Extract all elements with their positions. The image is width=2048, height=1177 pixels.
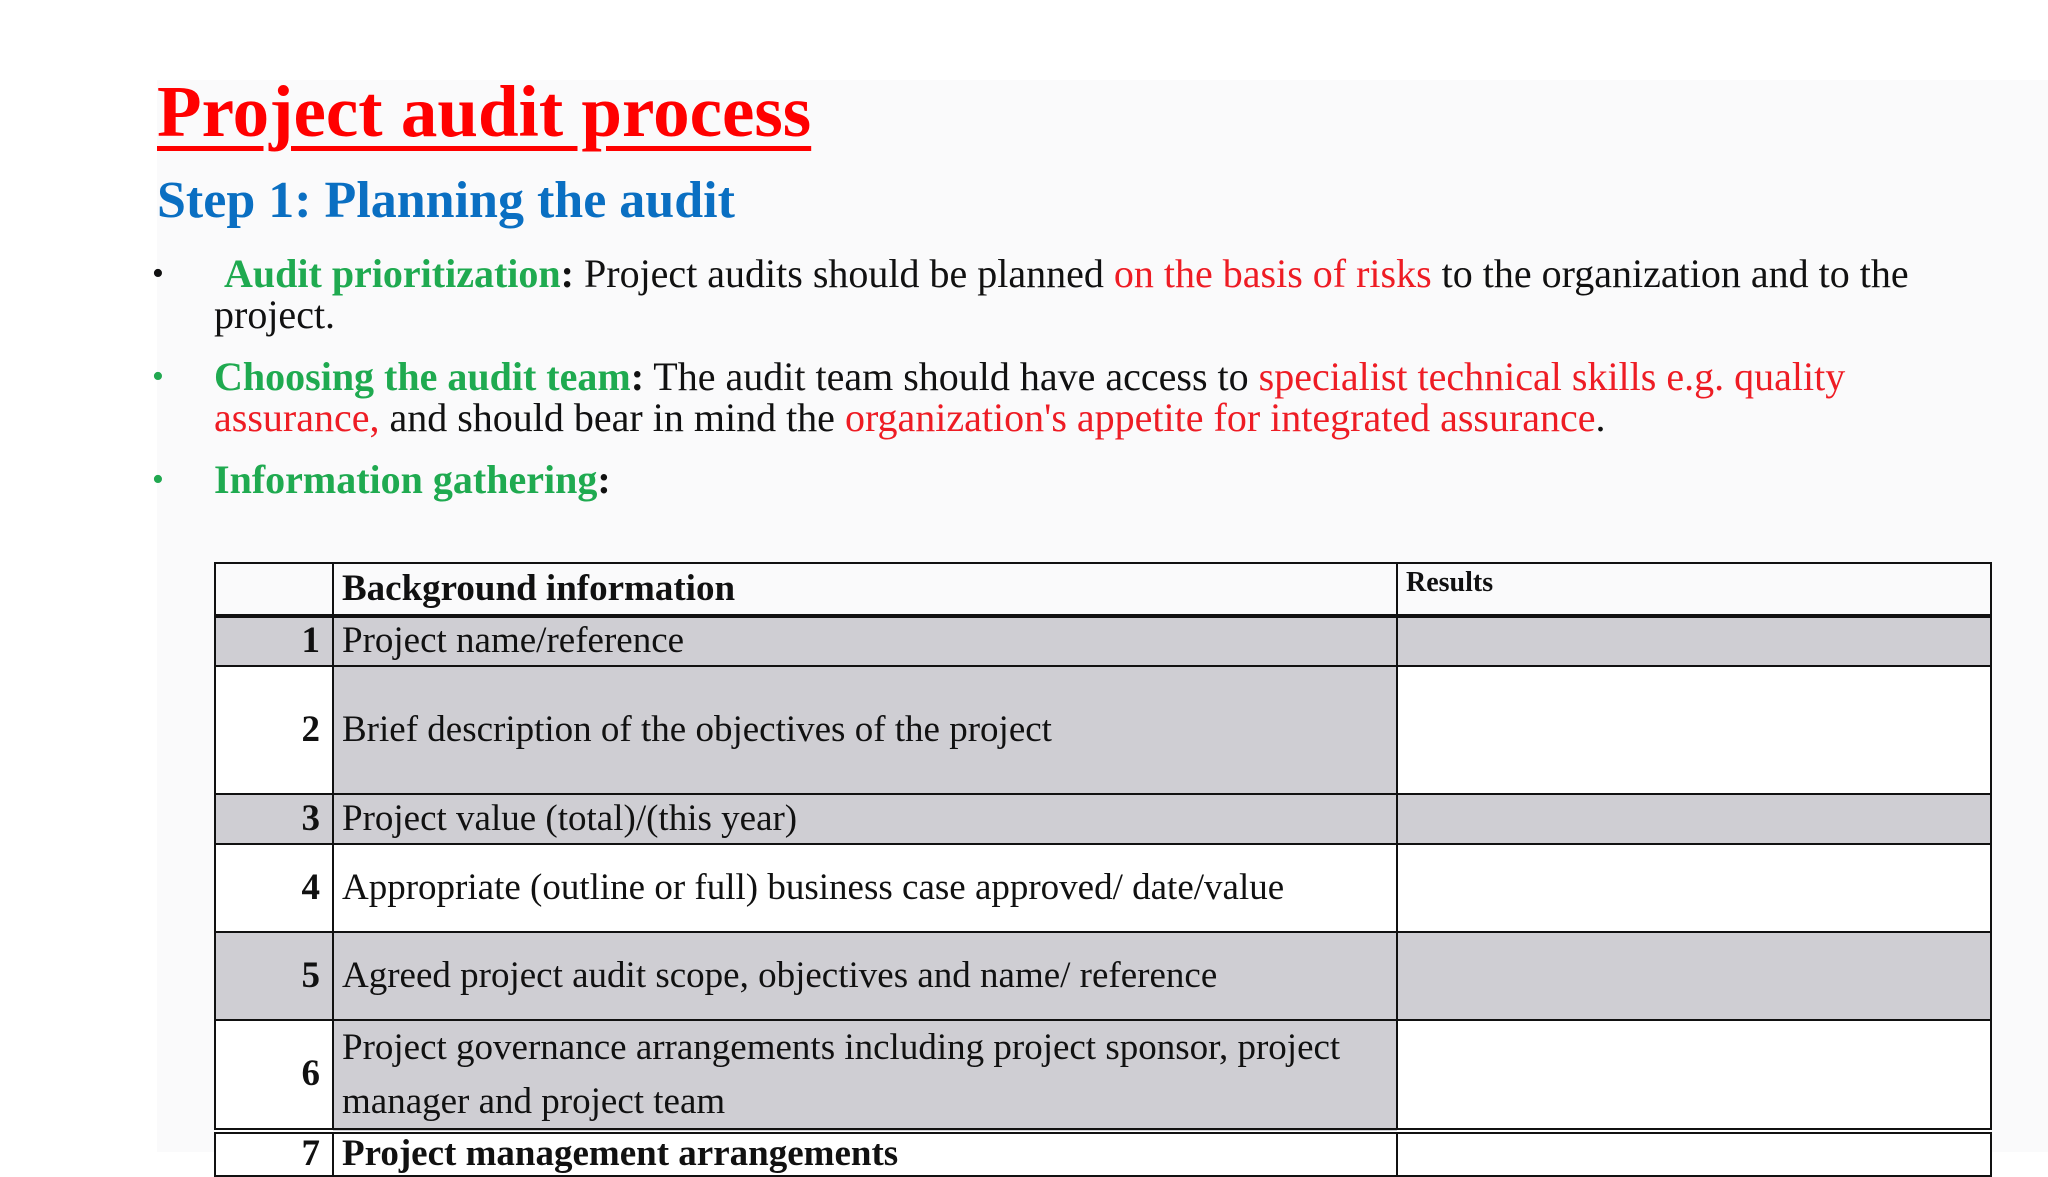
row-description: Project name/reference [333, 616, 1397, 666]
row-result-cell[interactable] [1397, 1131, 1991, 1176]
row-result-cell[interactable] [1397, 1020, 1991, 1131]
table-header-row [215, 563, 1991, 616]
bullet-text-part: The audit team should have access to [644, 354, 1259, 399]
bullet-text-part: and should bear in mind the [379, 395, 845, 440]
table-row [215, 666, 1991, 794]
table-row [215, 1020, 1991, 1131]
row-result-cell[interactable] [1397, 616, 1991, 666]
bullet-dot-icon: • [152, 358, 164, 395]
table-row [215, 616, 1991, 666]
table-row [215, 932, 1991, 1020]
row-result-cell[interactable] [1397, 666, 1991, 794]
bullet-highlight: specialist technical skills e.g. quality assurance, [214, 354, 1846, 440]
bullet-dot-icon: • [152, 461, 164, 498]
row-description: Appropriate (outline or full) business case approved/ date/value [333, 844, 1397, 932]
bullet-text [214, 253, 1934, 335]
bullet-text [214, 459, 1934, 500]
row-number: 2 [215, 666, 333, 794]
row-description: Agreed project audit scope, objectives and name/ reference [333, 932, 1397, 1020]
table-row [215, 794, 1991, 844]
bullet-label: Choosing the audit team [214, 354, 631, 399]
bullet-dot-icon: • [152, 255, 164, 292]
bullet-highlight: organization's appetite for integrated assurance [844, 395, 1596, 440]
row-result-cell[interactable] [1397, 932, 1991, 1020]
bullet-colon: : [560, 251, 574, 296]
row-number: 6 [215, 1020, 333, 1131]
table-header-results: Results [1397, 563, 1991, 616]
row-number: 3 [215, 794, 333, 844]
row-description: Project value (total)/(this year) [333, 794, 1397, 844]
bullet-colon: : [597, 457, 611, 502]
row-result-cell[interactable] [1397, 794, 1991, 844]
bullet-highlight: on the basis of risks [1113, 251, 1432, 296]
row-number: 4 [215, 844, 333, 932]
row-description: Project governance arrangements including project sponsor, project manager and project team [333, 1020, 1397, 1131]
bullet-colon: : [630, 354, 645, 399]
table-row [215, 1131, 1991, 1176]
bullet-label: Information gathering [214, 457, 598, 502]
table-row [215, 844, 1991, 932]
row-description: Brief description of the objectives of the project [333, 666, 1397, 794]
table-header-background: Background information [333, 563, 1397, 616]
row-result-cell[interactable] [1397, 844, 1991, 932]
row-description: Project management arrangements [333, 1131, 1397, 1176]
row-number: 5 [215, 932, 333, 1020]
step-heading: Step 1: Planning the audit [157, 172, 735, 229]
page-title: Project audit process [157, 71, 812, 152]
information-gathering-table [214, 562, 1992, 1177]
bullet-text-part: Project audits should be planned [574, 251, 1114, 296]
bullet-text [214, 356, 1934, 438]
table-header-num [215, 563, 333, 616]
bullet-label: Audit prioritization [224, 251, 561, 296]
bullet-text-part: . [1595, 395, 1606, 440]
bullet-text-part: to the organization and to the project. [214, 251, 1909, 337]
row-number: 7 [215, 1131, 333, 1176]
row-number: 1 [215, 616, 333, 666]
